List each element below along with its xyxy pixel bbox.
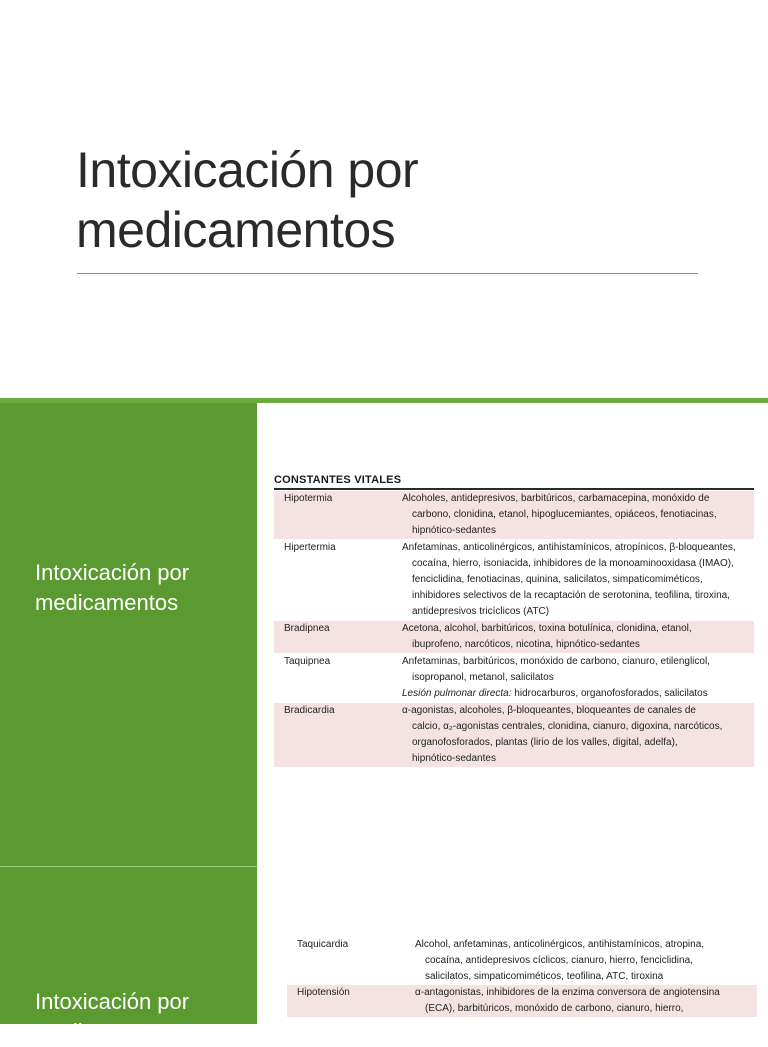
row-term: Hipertermia (274, 540, 402, 621)
description-line: hipnótico-sedantes (412, 525, 496, 536)
row-term: Hipotensión (287, 985, 415, 1017)
note-label: Lesión pulmonar directa: (402, 688, 512, 699)
row-description (402, 703, 754, 768)
row-term: Hipotermia (274, 491, 402, 540)
content-slide-vitals-continued (0, 866, 768, 1044)
table-heading-rule (274, 488, 754, 490)
description-line: Anfetaminas, anticolinérgicos, antihistamínicos, atropínicos, β-bloqueantes, (402, 542, 736, 553)
description-line: salicilatos, simpaticomiméticos, teofilina, ATC, tiroxina (425, 971, 664, 982)
table-row (287, 937, 757, 985)
side-panel-title-2-line-1: Intoxicación por (35, 989, 190, 1014)
description-line: ibuprofeno, narcóticos, nicotina, hipnótico-sedantes (412, 639, 640, 650)
description-line: isopropanol, metanol, salicilatos (412, 672, 554, 683)
green-side-panel-2 (0, 867, 257, 1044)
side-panel-title-line-1: Intoxicación por (35, 560, 190, 585)
description-line: calcio, α₂-agonistas centrales, clonidina, cianuro, digoxina, narcóticos, (412, 721, 723, 732)
title-underline (77, 273, 698, 274)
vital-signs-table (274, 491, 754, 767)
table-row (274, 654, 754, 703)
table-row (274, 491, 754, 540)
content-slide-vitals (0, 398, 768, 866)
description-line: antidepresivos tricíclicos (ATC) (412, 606, 550, 617)
table-row (274, 621, 754, 654)
title-slide (0, 0, 768, 398)
row-description (402, 540, 754, 621)
description-line: carbono, clonidina, etanol, hipoglucemiantes, opiáceos, fenotiacinas, (412, 509, 717, 520)
description-line: organofosforados, plantas (lirio de los valles, digital, adelfa), (412, 737, 678, 748)
description-line: hipnótico-sedantes (412, 753, 496, 764)
row-term: Taquicardia (297, 939, 349, 950)
side-panel-title (35, 558, 250, 618)
table-image (257, 432, 768, 866)
description-line: cocaína, antidepresivos cíclicos, cianuro, hierro, fenciclidina, (425, 955, 693, 966)
description-line: fenciclidina, fenotiacinas, quinina, salicilatos, simpaticomiméticos, (412, 574, 703, 585)
side-panel-title-line-2: medicamentos (35, 590, 179, 615)
green-side-panel (0, 403, 257, 866)
slide-title (76, 140, 716, 260)
description-line: inhibidores selectivos de la recaptación de serotonina, teofilina, tiroxina, (412, 590, 730, 601)
description-line: Alcohol, anfetaminas, anticolinérgicos, antihistamínicos, atropina, (415, 939, 705, 950)
slide-title-line-1: Intoxicación por (76, 142, 419, 198)
table-row (287, 985, 757, 1017)
description-line: (ECA), barbitúricos, monóxido de carbono, cianuro, hierro, (425, 1003, 684, 1014)
side-panel-title-2-line-2: medicamentos (35, 1019, 179, 1044)
note-text: hidrocarburos, organofosforados, salicilatos (511, 688, 708, 699)
vital-signs-table-continued (287, 937, 757, 1017)
description-line: Anfetaminas, barbitúricos, monóxido de carbono, cianuro, etilenglicol, (402, 656, 710, 667)
table-row (274, 703, 754, 768)
description-line: α-agonistas, alcoholes, β-bloqueantes, bloqueantes de canales de (402, 705, 696, 716)
description-line: Acetona, alcohol, barbitúricos, toxina botulínica, clonidina, etanol, (402, 623, 692, 634)
slide-title-line-2: medicamentos (76, 202, 396, 258)
description-line: α-antagonistas, inhibidores de la enzima conversora de angiotensina (415, 987, 720, 998)
row-term: Bradipnea (274, 621, 402, 654)
side-panel-title-2 (35, 987, 250, 1047)
row-term: Bradicardia (274, 703, 402, 768)
row-description (415, 985, 757, 1017)
row-description (402, 491, 754, 540)
row-description (402, 654, 754, 703)
row-term: Taquipnea (274, 654, 402, 703)
table-image-2 (257, 867, 768, 1024)
row-description (415, 937, 757, 985)
description-note (402, 686, 748, 702)
description-line: cocaína, hierro, isoniacida, inhibidores de la monoaminooxidasa (IMAO), (412, 558, 734, 569)
table-heading: CONSTANTES VITALES (274, 474, 402, 486)
row-description (402, 621, 754, 654)
description-line: Alcoholes, antidepresivos, barbitúricos, carbamacepina, monóxido de (402, 493, 710, 504)
table-row (274, 540, 754, 621)
